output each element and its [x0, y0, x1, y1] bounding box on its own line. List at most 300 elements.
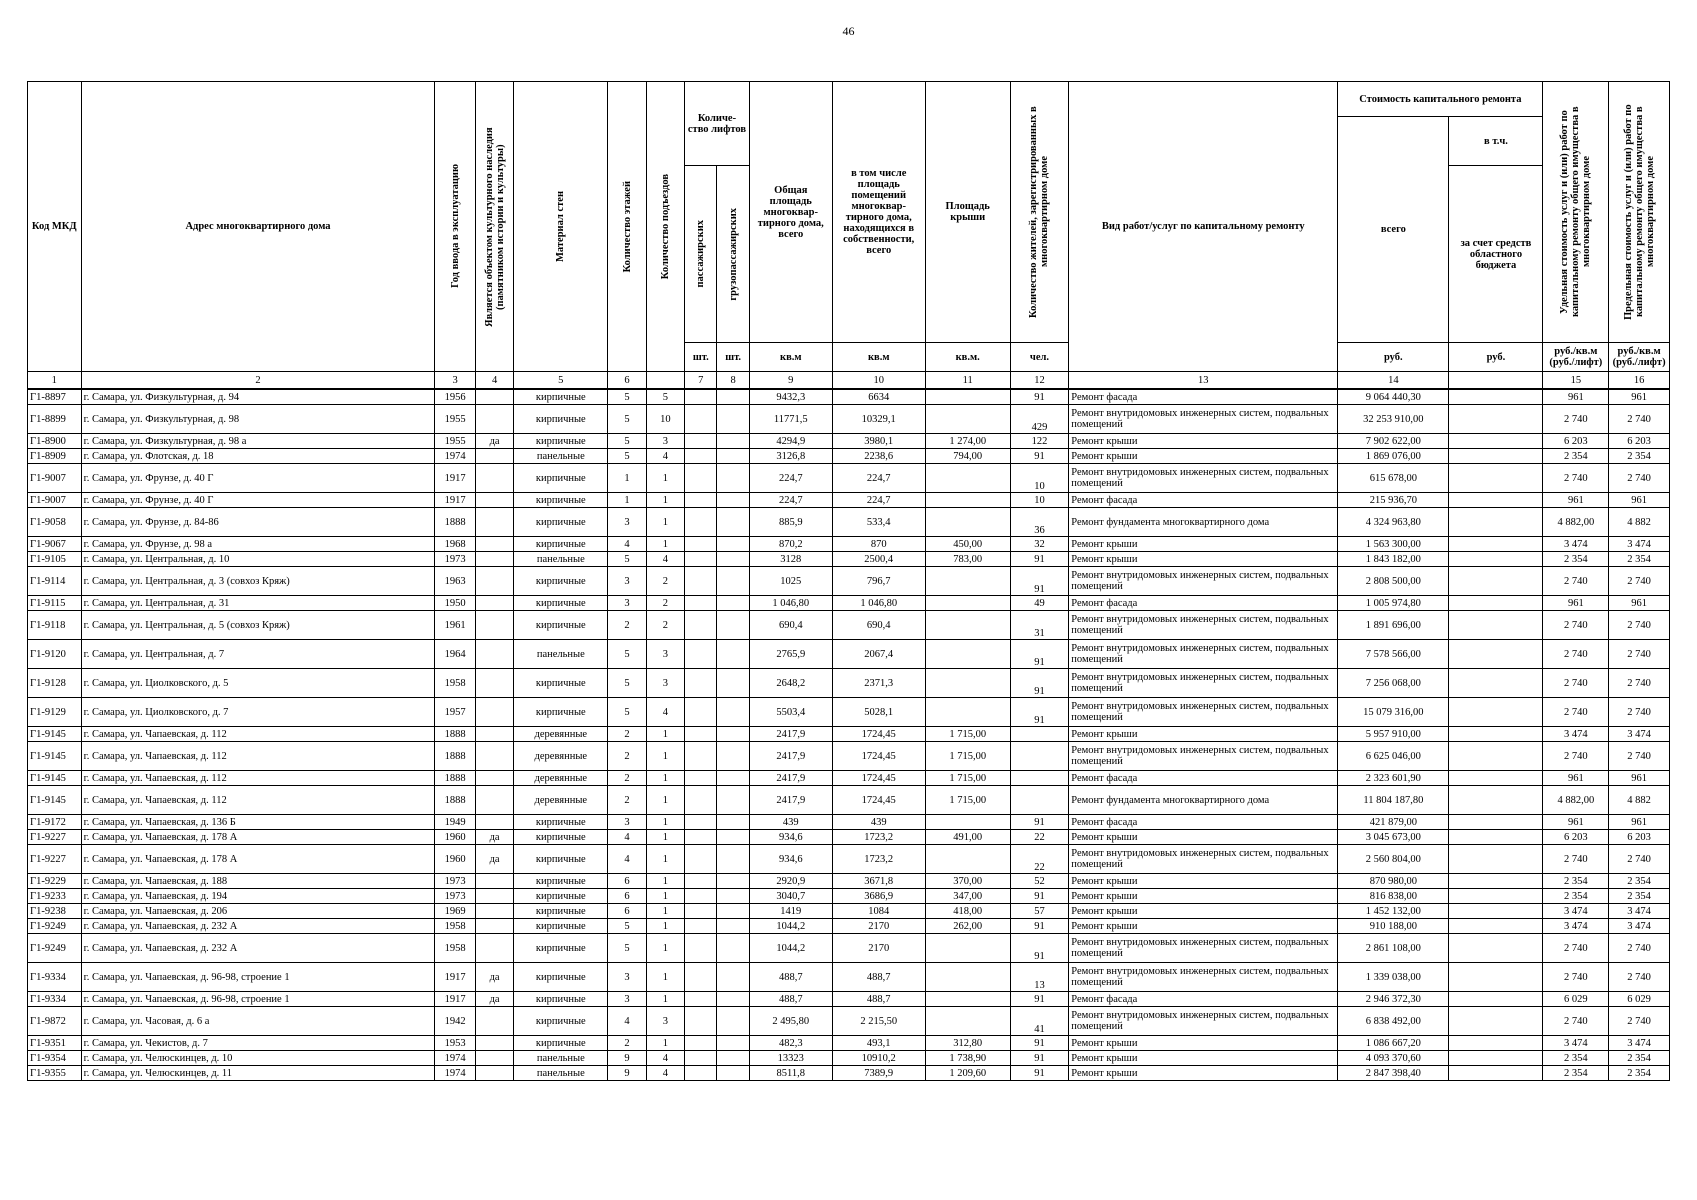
cell-work: Ремонт фундамента многоквартирного дома	[1069, 508, 1338, 537]
cell-lifts-pass	[685, 596, 717, 611]
header-area-total: Общая площадь многоквар- тирного дома, всего	[749, 82, 832, 343]
cell-cost-regional	[1449, 434, 1543, 449]
table-row	[28, 845, 1670, 874]
header-cost: Стоимость капитального ремонта	[1338, 82, 1543, 117]
cell-year: 1917	[435, 464, 475, 493]
cell-floors: 5	[608, 389, 646, 405]
cell-unit-cost: 961	[1543, 815, 1609, 830]
cell-year: 1917	[435, 992, 475, 1007]
cell-residents: 49	[1010, 596, 1069, 611]
cell-roof	[925, 405, 1010, 434]
table-row	[28, 567, 1670, 596]
cell-limit-cost: 961	[1609, 389, 1670, 405]
cell-floors: 4	[608, 1007, 646, 1036]
table-row	[28, 919, 1670, 934]
cell-code: Г1-9145	[28, 786, 82, 815]
cell-area-owned: 488,7	[832, 992, 925, 1007]
cell-unit-cost: 961	[1543, 771, 1609, 786]
cell-cost-regional	[1449, 508, 1543, 537]
cell-cost-regional	[1449, 771, 1543, 786]
cell-limit-cost: 2 354	[1609, 449, 1670, 464]
cell-floors: 4	[608, 845, 646, 874]
cell-lifts-pass	[685, 874, 717, 889]
unit-unit-cost: руб./кв.м (руб./лифт)	[1543, 343, 1609, 372]
cell-address: г. Самара, ул. Физкультурная, д. 98	[81, 405, 435, 434]
cell-limit-cost: 2 740	[1609, 698, 1670, 727]
cell-lifts-cargo	[717, 830, 749, 845]
cell-code: Г1-9233	[28, 889, 82, 904]
cell-area-total: 934,6	[749, 845, 832, 874]
cell-area-total: 2 495,80	[749, 1007, 832, 1036]
cell-lifts-cargo	[717, 874, 749, 889]
cell-code: Г1-8909	[28, 449, 82, 464]
cell-limit-cost: 2 740	[1609, 405, 1670, 434]
cell-wall: кирпичные	[514, 1007, 608, 1036]
cell-area-owned: 224,7	[832, 464, 925, 493]
cell-floors: 5	[608, 434, 646, 449]
cell-code: Г1-9128	[28, 669, 82, 698]
cell-wall: панельные	[514, 1051, 608, 1066]
cell-floors: 5	[608, 640, 646, 669]
cell-lifts-pass	[685, 1066, 717, 1081]
cell-lifts-cargo	[717, 552, 749, 567]
cell-year: 1973	[435, 552, 475, 567]
cell-lifts-pass	[685, 889, 717, 904]
cell-heritage	[475, 449, 513, 464]
cell-roof	[925, 669, 1010, 698]
cell-cost-regional	[1449, 405, 1543, 434]
cell-area-owned: 1084	[832, 904, 925, 919]
cell-residents: 91	[1010, 640, 1069, 669]
cell-limit-cost: 3 474	[1609, 919, 1670, 934]
cell-code: Г1-9355	[28, 1066, 82, 1081]
cell-address: г. Самара, ул. Чапаевская, д. 96-98, строение 1	[81, 963, 435, 992]
cell-year: 1960	[435, 830, 475, 845]
cell-wall: кирпичные	[514, 1036, 608, 1051]
cell-area-owned: 1723,2	[832, 830, 925, 845]
table-row	[28, 449, 1670, 464]
cell-residents: 13	[1010, 963, 1069, 992]
cell-residents: 52	[1010, 874, 1069, 889]
cell-residents: 91	[1010, 889, 1069, 904]
cell-unit-cost: 3 474	[1543, 727, 1609, 742]
cell-year: 1974	[435, 449, 475, 464]
cell-entrances: 1	[646, 771, 684, 786]
table-row	[28, 493, 1670, 508]
cell-residents: 36	[1010, 508, 1069, 537]
cell-heritage	[475, 596, 513, 611]
cell-floors: 5	[608, 698, 646, 727]
cell-address: г. Самара, ул. Фрунзе, д. 40 Г	[81, 464, 435, 493]
cell-wall: кирпичные	[514, 669, 608, 698]
cell-address: г. Самара, ул. Центральная, д. 3 (совхоз Кряж)	[81, 567, 435, 596]
cell-area-owned: 3980,1	[832, 434, 925, 449]
cell-roof	[925, 611, 1010, 640]
cell-cost-total: 32 253 910,00	[1338, 405, 1449, 434]
cell-entrances: 1	[646, 934, 684, 963]
cell-address: г. Самара, ул. Центральная, д. 31	[81, 596, 435, 611]
cell-address: г. Самара, ул. Чапаевская, д. 188	[81, 874, 435, 889]
cell-floors: 6	[608, 889, 646, 904]
cell-cost-total: 1 452 132,00	[1338, 904, 1449, 919]
cell-heritage	[475, 669, 513, 698]
cell-residents: 31	[1010, 611, 1069, 640]
cell-cost-total: 2 847 398,40	[1338, 1066, 1449, 1081]
cell-year: 1974	[435, 1051, 475, 1066]
header-cost-regional: за счет средств областного бюджета	[1449, 166, 1543, 343]
cell-wall: деревянные	[514, 771, 608, 786]
cell-residents: 10	[1010, 464, 1069, 493]
cell-lifts-pass	[685, 771, 717, 786]
cell-lifts-pass	[685, 537, 717, 552]
cell-area-owned: 1724,45	[832, 727, 925, 742]
table-row	[28, 874, 1670, 889]
header-address: Адрес многоквартирного дома	[81, 82, 435, 372]
cell-wall: панельные	[514, 552, 608, 567]
cell-residents: 22	[1010, 845, 1069, 874]
cell-area-owned: 1 046,80	[832, 596, 925, 611]
cell-roof	[925, 698, 1010, 727]
cell-cost-total: 1 891 696,00	[1338, 611, 1449, 640]
cell-unit-cost: 3 474	[1543, 537, 1609, 552]
unit-limit-cost: руб./кв.м (руб./лифт)	[1609, 343, 1670, 372]
header-floors: Количество этажей	[608, 82, 646, 372]
cell-limit-cost: 961	[1609, 596, 1670, 611]
cell-entrances: 10	[646, 405, 684, 434]
unit-area-owned: кв.м	[832, 343, 925, 372]
cell-cost-regional	[1449, 464, 1543, 493]
cell-residents: 91	[1010, 669, 1069, 698]
cell-code: Г1-9354	[28, 1051, 82, 1066]
cell-lifts-cargo	[717, 786, 749, 815]
cell-work: Ремонт внутридомовых инженерных систем, подвальных помещений	[1069, 963, 1338, 992]
cell-cost-total: 9 064 440,30	[1338, 389, 1449, 405]
cell-work: Ремонт фасада	[1069, 493, 1338, 508]
cell-unit-cost: 3 474	[1543, 919, 1609, 934]
unit-roof: кв.м.	[925, 343, 1010, 372]
column-number: 3	[435, 372, 475, 390]
cell-roof	[925, 963, 1010, 992]
cell-lifts-pass	[685, 611, 717, 640]
cell-heritage	[475, 1066, 513, 1081]
cell-heritage	[475, 698, 513, 727]
cell-heritage	[475, 771, 513, 786]
cell-address: г. Самара, ул. Чапаевская, д. 232 А	[81, 919, 435, 934]
cell-lifts-pass	[685, 727, 717, 742]
cell-address: г. Самара, ул. Физкультурная, д. 94	[81, 389, 435, 405]
cell-code: Г1-8900	[28, 434, 82, 449]
cell-cost-total: 2 861 108,00	[1338, 934, 1449, 963]
cell-unit-cost: 2 740	[1543, 567, 1609, 596]
cell-area-owned: 1724,45	[832, 786, 925, 815]
cell-unit-cost: 2 740	[1543, 934, 1609, 963]
column-number-blank	[1449, 372, 1543, 390]
column-number: 9	[749, 372, 832, 390]
cell-heritage	[475, 1036, 513, 1051]
cell-limit-cost: 2 740	[1609, 742, 1670, 771]
cell-cost-regional	[1449, 845, 1543, 874]
cell-code: Г1-9114	[28, 567, 82, 596]
cell-year: 1958	[435, 934, 475, 963]
cell-code: Г1-9129	[28, 698, 82, 727]
cell-limit-cost: 6 203	[1609, 434, 1670, 449]
cell-floors: 2	[608, 786, 646, 815]
cell-cost-regional	[1449, 815, 1543, 830]
header-lifts-cargo: грузопассажирских	[717, 166, 749, 343]
cell-wall: кирпичные	[514, 596, 608, 611]
cell-limit-cost: 2 740	[1609, 611, 1670, 640]
cell-wall: кирпичные	[514, 405, 608, 434]
cell-year: 1969	[435, 904, 475, 919]
cell-cost-total: 215 936,70	[1338, 493, 1449, 508]
cell-unit-cost: 2 354	[1543, 1051, 1609, 1066]
cell-code: Г1-9067	[28, 537, 82, 552]
cell-cost-regional	[1449, 1066, 1543, 1081]
cell-lifts-pass	[685, 669, 717, 698]
cell-work: Ремонт крыши	[1069, 727, 1338, 742]
cell-cost-regional	[1449, 1007, 1543, 1036]
cell-floors: 1	[608, 464, 646, 493]
cell-area-total: 8511,8	[749, 1066, 832, 1081]
table-row	[28, 934, 1670, 963]
cell-entrances: 1	[646, 874, 684, 889]
column-number: 4	[475, 372, 513, 390]
cell-work: Ремонт фасада	[1069, 992, 1338, 1007]
cell-cost-total: 4 093 370,60	[1338, 1051, 1449, 1066]
header-year: Год ввода в эксплуатацию	[435, 82, 475, 372]
cell-area-owned: 1724,45	[832, 771, 925, 786]
cell-heritage	[475, 611, 513, 640]
cell-code: Г1-9105	[28, 552, 82, 567]
cell-code: Г1-8897	[28, 389, 82, 405]
cell-heritage	[475, 1007, 513, 1036]
cell-residents: 91	[1010, 992, 1069, 1007]
cell-area-total: 4294,9	[749, 434, 832, 449]
cell-entrances: 1	[646, 963, 684, 992]
table-row	[28, 1066, 1670, 1081]
cell-area-total: 482,3	[749, 1036, 832, 1051]
cell-cost-total: 816 838,00	[1338, 889, 1449, 904]
cell-entrances: 1	[646, 786, 684, 815]
cell-year: 1961	[435, 611, 475, 640]
cell-code: Г1-9145	[28, 742, 82, 771]
cell-code: Г1-9249	[28, 919, 82, 934]
cell-work: Ремонт крыши	[1069, 889, 1338, 904]
cell-work: Ремонт крыши	[1069, 874, 1338, 889]
cell-cost-regional	[1449, 742, 1543, 771]
cell-unit-cost: 6 203	[1543, 830, 1609, 845]
cell-residents: 10	[1010, 493, 1069, 508]
cell-lifts-cargo	[717, 640, 749, 669]
cell-lifts-pass	[685, 904, 717, 919]
cell-heritage	[475, 934, 513, 963]
cell-year: 1888	[435, 742, 475, 771]
cell-residents: 91	[1010, 552, 1069, 567]
cell-code: Г1-9227	[28, 830, 82, 845]
cell-wall: деревянные	[514, 742, 608, 771]
cell-cost-total: 910 188,00	[1338, 919, 1449, 934]
cell-cost-total: 6 838 492,00	[1338, 1007, 1449, 1036]
column-number: 15	[1543, 372, 1609, 390]
table-row	[28, 830, 1670, 845]
table-row	[28, 669, 1670, 698]
cell-area-owned: 1724,45	[832, 742, 925, 771]
table-row	[28, 405, 1670, 434]
cell-work: Ремонт внутридомовых инженерных систем, подвальных помещений	[1069, 845, 1338, 874]
cell-area-owned: 5028,1	[832, 698, 925, 727]
cell-cost-total: 1 339 038,00	[1338, 963, 1449, 992]
cell-limit-cost: 3 474	[1609, 1036, 1670, 1051]
cell-year: 1957	[435, 698, 475, 727]
cell-unit-cost: 961	[1543, 493, 1609, 508]
table-row	[28, 1051, 1670, 1066]
cell-limit-cost: 2 740	[1609, 464, 1670, 493]
cell-area-owned: 870	[832, 537, 925, 552]
cell-cost-total: 2 560 804,00	[1338, 845, 1449, 874]
cell-lifts-pass	[685, 464, 717, 493]
header-wall: Материал стен	[514, 82, 608, 372]
cell-address: г. Самара, ул. Центральная, д. 10	[81, 552, 435, 567]
cell-area-owned: 2238,6	[832, 449, 925, 464]
cell-address: г. Самара, ул. Физкультурная, д. 98 а	[81, 434, 435, 449]
cell-year: 1888	[435, 771, 475, 786]
table-row	[28, 904, 1670, 919]
header-area-owned: в том числе площадь помещений многоквар- тирного дома, находящихся в собственности, всего	[832, 82, 925, 343]
cell-area-owned: 2 215,50	[832, 1007, 925, 1036]
cell-area-owned: 488,7	[832, 963, 925, 992]
cell-lifts-cargo	[717, 815, 749, 830]
cell-lifts-cargo	[717, 1066, 749, 1081]
cell-area-total: 5503,4	[749, 698, 832, 727]
cell-area-owned: 493,1	[832, 1036, 925, 1051]
cell-lifts-pass	[685, 815, 717, 830]
cell-limit-cost: 2 354	[1609, 552, 1670, 567]
cell-cost-total: 7 256 068,00	[1338, 669, 1449, 698]
cell-heritage	[475, 786, 513, 815]
cell-entrances: 2	[646, 567, 684, 596]
cell-code: Г1-9334	[28, 963, 82, 992]
column-number: 2	[81, 372, 435, 390]
cell-unit-cost: 4 882,00	[1543, 786, 1609, 815]
cell-area-total: 3126,8	[749, 449, 832, 464]
cell-address: г. Самара, ул. Челюскинцев, д. 11	[81, 1066, 435, 1081]
cell-unit-cost: 2 740	[1543, 698, 1609, 727]
cell-lifts-cargo	[717, 537, 749, 552]
cell-address: г. Самара, ул. Флотская, д. 18	[81, 449, 435, 464]
cell-floors: 3	[608, 508, 646, 537]
cell-address: г. Самара, ул. Челюскинцев, д. 10	[81, 1051, 435, 1066]
cell-wall: панельные	[514, 640, 608, 669]
cell-address: г. Самара, ул. Чапаевская, д. 206	[81, 904, 435, 919]
cell-limit-cost: 4 882	[1609, 508, 1670, 537]
cell-entrances: 3	[646, 669, 684, 698]
cell-code: Г1-9227	[28, 845, 82, 874]
header-limit-cost: Предельная стоимость услуг и (или) работ по капитальному ремонту общего имущества в многоквартирном доме	[1609, 82, 1670, 343]
cell-lifts-pass	[685, 508, 717, 537]
cell-limit-cost: 3 474	[1609, 904, 1670, 919]
cell-cost-regional	[1449, 449, 1543, 464]
cell-cost-regional	[1449, 934, 1543, 963]
table-row	[28, 771, 1670, 786]
cell-heritage: да	[475, 963, 513, 992]
cell-unit-cost: 2 740	[1543, 464, 1609, 493]
cell-roof: 1 715,00	[925, 742, 1010, 771]
cell-area-total: 1044,2	[749, 934, 832, 963]
cell-floors: 5	[608, 669, 646, 698]
cell-cost-regional	[1449, 567, 1543, 596]
cell-limit-cost: 4 882	[1609, 786, 1670, 815]
cell-address: г. Самара, ул. Чапаевская, д. 112	[81, 771, 435, 786]
cell-year: 1917	[435, 963, 475, 992]
cell-cost-regional	[1449, 611, 1543, 640]
cell-roof	[925, 815, 1010, 830]
table-row	[28, 742, 1670, 771]
cell-cost-regional	[1449, 874, 1543, 889]
cell-roof: 370,00	[925, 874, 1010, 889]
cell-lifts-cargo	[717, 919, 749, 934]
cell-unit-cost: 6 203	[1543, 434, 1609, 449]
cell-heritage	[475, 1051, 513, 1066]
cell-cost-total: 6 625 046,00	[1338, 742, 1449, 771]
cell-roof	[925, 493, 1010, 508]
cell-entrances: 1	[646, 727, 684, 742]
cell-heritage	[475, 552, 513, 567]
cell-unit-cost: 2 354	[1543, 449, 1609, 464]
cell-cost-regional	[1449, 669, 1543, 698]
cell-address: г. Самара, ул. Часовая, д. 6 а	[81, 1007, 435, 1036]
cell-residents: 32	[1010, 537, 1069, 552]
cell-roof: 1 274,00	[925, 434, 1010, 449]
cell-entrances: 1	[646, 742, 684, 771]
cell-unit-cost: 2 354	[1543, 1066, 1609, 1081]
cell-year: 1956	[435, 389, 475, 405]
cell-entrances: 4	[646, 552, 684, 567]
cell-wall: кирпичные	[514, 889, 608, 904]
cell-area-owned: 6634	[832, 389, 925, 405]
cell-area-total: 9432,3	[749, 389, 832, 405]
column-number: 5	[514, 372, 608, 390]
cell-residents: 429	[1010, 405, 1069, 434]
cell-lifts-pass	[685, 786, 717, 815]
cell-floors: 9	[608, 1066, 646, 1081]
cell-area-total: 2417,9	[749, 727, 832, 742]
cell-entrances: 1	[646, 904, 684, 919]
cell-roof: 1 715,00	[925, 727, 1010, 742]
cell-heritage	[475, 493, 513, 508]
cell-address: г. Самара, ул. Чапаевская, д. 194	[81, 889, 435, 904]
cell-floors: 5	[608, 405, 646, 434]
cell-code: Г1-9118	[28, 611, 82, 640]
table-row	[28, 889, 1670, 904]
cell-cost-total: 1 005 974,80	[1338, 596, 1449, 611]
table-body	[28, 389, 1670, 1081]
cell-entrances: 4	[646, 1051, 684, 1066]
cell-lifts-cargo	[717, 904, 749, 919]
cell-unit-cost: 2 354	[1543, 874, 1609, 889]
cell-heritage	[475, 508, 513, 537]
table-row	[28, 611, 1670, 640]
cell-heritage	[475, 727, 513, 742]
cell-lifts-cargo	[717, 434, 749, 449]
cell-lifts-pass	[685, 405, 717, 434]
cell-lifts-cargo	[717, 934, 749, 963]
cell-unit-cost: 3 474	[1543, 1036, 1609, 1051]
cell-entrances: 1	[646, 992, 684, 1007]
cell-wall: кирпичные	[514, 815, 608, 830]
header-residents: Количество жителей, зарегистрированных в многоквартирном доме	[1010, 82, 1069, 343]
cell-area-total: 690,4	[749, 611, 832, 640]
cell-cost-regional	[1449, 1036, 1543, 1051]
